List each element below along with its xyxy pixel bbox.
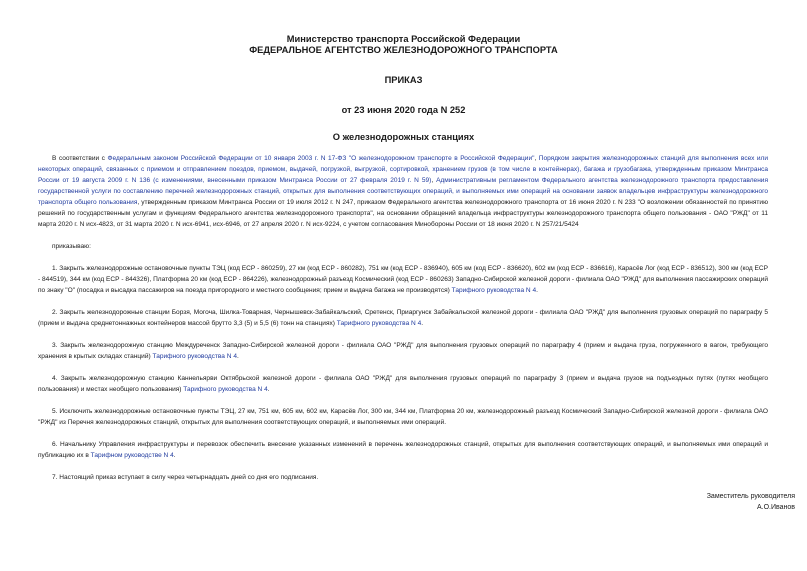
order-item-3 <box>38 340 768 362</box>
signatory-name: А.О.Иванов <box>756 504 795 511</box>
order-item-7 <box>38 472 768 483</box>
document-type: ПРИКАЗ <box>384 75 423 85</box>
preamble-paragraph <box>38 153 768 230</box>
preamble-text-2: , <box>534 155 539 162</box>
document-header <box>0 34 807 116</box>
order-item-1 <box>38 263 768 296</box>
agency-name: ФЕДЕРАЛЬНОЕ АГЕНТСТВО ЖЕЛЕЗНОДОРОЖНОГО ТРАНСПОРТА <box>249 45 558 55</box>
federal-law-link[interactable]: Федеральным законом Российской Федерации от 10 января 2003 г. N 17-ФЗ "О железнодорожном транспорте в Российской Федерации" <box>107 155 535 162</box>
signatory-position: Заместитель руководителя <box>706 493 795 500</box>
item-3-text: 3. Закрыть железнодорожную станцию Междуреченск Западно-Сибирской железной дороги - филиала ОАО "РЖД" для выполнения грузовых операций по параграфу 4 (прием и выдача груза, погруженного в вагон, требующего хранения в крытых складах станций) <box>38 342 768 360</box>
signature-block <box>707 491 795 513</box>
preamble-text-4: , утвержденным приказом Минтранса России от 19 июля 2012 г. N 247, приказом Федерального агентства железнодорожного транспорта от 16 июня 2020 г. N 233 "О возложении обязанностей по принятию решений по государственным услугам и функциям Федерального агентства железнодорожного транспорта", на основании обращений владельца инфраструктуры железнодорожного транспорта общего пользования - ОАО "РЖД" от 11 марта 2020 г. N исх-4823, от 31 марта 2020 г. N исх-6941, исх-6946, от 27 апреля 2020 г. N исх-9224, с учетом согласования Минобороны России от 18 июня 2020 г. N 257/21/5424 <box>38 199 768 228</box>
item-6-tariff-link[interactable]: Тарифном руководстве N 4 <box>90 452 174 459</box>
order-item-5 <box>38 406 768 428</box>
item-6-end: . <box>173 452 176 459</box>
item-2-text: 2. Закрыть железнодорожные станции Борзя, Могоча, Шилка-Товарная, Чернышевск-Забайкальский, Сретенск, Приаргунск Забайкальской железной дороги - филиала ОАО "РЖД" для выполнения грузовых операций по параграфу 5 (прием и выдача среднетоннажных контейнеров массой брутто 3,3 (5) и 5,5 (6) тонн на станциях) <box>38 309 768 327</box>
document-body <box>38 153 768 483</box>
order-item-2 <box>38 307 768 329</box>
closure-procedure-link[interactable]: Порядком закрытия железнодорожных станций для выполнения всех или некоторых операций, связанных с приемом и отправлением поездов, приемом, выдачей, погрузкой, выгрузкой, сортировкой, хранением грузов (в том числе в контейнерах), багажа и грузобагажа, утвержденным приказом Минтранса России от 19 августа 2009 г. N 136 (с изменениями, внесенными приказом Минтранса России от 27 февраля 2019 г. N 59) <box>38 155 769 184</box>
preamble-text-3: , <box>431 177 437 184</box>
order-item-6 <box>38 439 768 461</box>
item-2-tariff-link[interactable]: Тарифного руководства N 4 <box>336 320 422 327</box>
item-4-text: 4. Закрыть железнодорожную станцию Каннельярви Октябрьской железной дороги - филиала ОАО "РЖД" для выполнения грузовых операций по параграфу 3 (прием и выдача грузов на подъездных путях (путях необщего пользования) и местах необщего пользования) <box>38 375 768 393</box>
item-3-end: . <box>236 353 239 360</box>
item-1-end: . <box>536 287 538 294</box>
item-4-end: . <box>267 386 270 393</box>
order-item-4 <box>38 373 768 395</box>
document-title: О железнодорожных станциях <box>332 132 475 142</box>
item-6-text: 6. Начальнику Управления инфраструктуры и перевозок обеспечить внесение указанных изменений в перечень железнодорожных станций, открытых для выполнения соответствующих операций, и выполняемых ими операций и публикацию их в <box>38 441 768 459</box>
item-1-text: 1. Закрыть железнодорожные остановочные пункты ТЭЦ (код ЕСР - 860259), 27 км (код ЕСР - 860282), 751 км (код ЕСР - 836940), 605 км (код ЕСР - 836620), 602 км (код ЕСР - 836616), Карасёв Лог (код ЕСР - 836512), 300 км (код ЕСР - 844519), 344 км (код ЕСР - 844326), Платформа 20 км (код ЕСР - 864226), железнодорожный разъезд Космический (код ЕСР - 860263) Западно-Сибирской железной дороги - филиала ОАО "РЖД" для выполнения пассажирских операций по знаку "О" (посадка и высадка пассажиров на поезда пригородного и местного сообщения; прием и выдача багажа не производятся) <box>38 265 768 294</box>
admin-regulation-link[interactable]: Административным регламентом Федерального агентства железнодорожного транспорта предоставления государственной услуги по составлению перечней железнодорожных станций, открытых для выполнения соответствующих операций, и выполняемых ими операций на основании заявок владельцев инфраструктуры железнодорожного транспорта общего пользования <box>38 177 769 206</box>
order-word: приказываю: <box>52 243 91 250</box>
item-5-text: 5. Исключить железнодорожные остановочные пункты ТЭЦ, 27 км, 751 км, 605 км, 602 км, Карасёв Лог, 300 км, 344 км, Платформа 20 км, железнодорожный разъезд Космический Западно-Сибирской железной дороги - филиала ОАО "РЖД" из Перечня железнодорожных станций, открытых для выполнения соответствующих операций, и выполняемых ими операций. <box>38 408 768 426</box>
document-date: от 23 июня 2020 года N 252 <box>341 105 466 115</box>
item-7-text: 7. Настоящий приказ вступает в силу через четырнадцать дней со дня его подписания. <box>52 474 319 481</box>
item-3-tariff-link[interactable]: Тарифного руководства N 4 <box>152 353 237 360</box>
preamble-text-1: В соответствии с <box>52 155 108 162</box>
item-4-tariff-link[interactable]: Тарифного руководства N 4 <box>183 386 268 393</box>
ministry-name: Министерство транспорта Российской Федерации <box>286 34 521 44</box>
item-1-tariff-link[interactable]: Тарифного руководства N 4 <box>451 287 537 294</box>
item-2-end: . <box>421 320 424 327</box>
